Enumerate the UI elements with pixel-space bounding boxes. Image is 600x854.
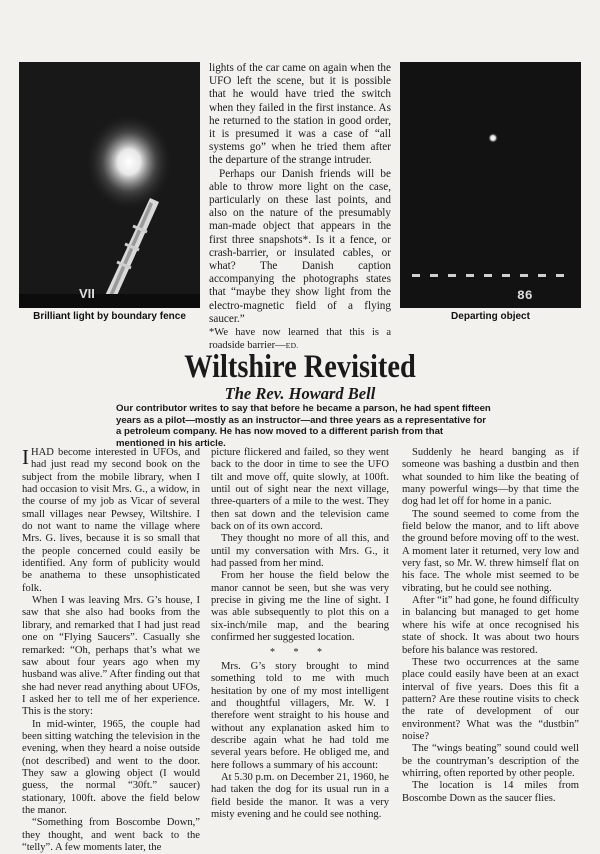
opening-text: HAD become interested in UFOs, and had just read my second book on the subject from the mobile library, when I had occasion to visit Mrs. G., a widow, in the course of my job as Vicar of several small villages near Pewsey, Wiltshire. I do not want to name the village where Mrs. G. lives, because it is so small that the people concerned could easily be identified. Any form of publicity would be anathema to these unsophisticated folk.: [22, 447, 200, 594]
column3-paragraph-2: The sound seemed to come from the field below the manor, and to lift above the ground before moving off to the west. A moment later it returned, very low and very fast, so Mr. W. threw himself flat on his face. The whole mist seemed to be vibrating, but he could see nothing.: [402, 508, 579, 594]
photo-caption-right: Departing object: [451, 311, 530, 322]
column2-paragraph-2: They thought no more of all this, and until my conversation with Mrs. G., it had passed from her mind.: [211, 533, 389, 570]
column3-paragraph-6: The location is 14 miles from Boscombe Down as the saucer flies.: [402, 780, 579, 804]
top-continuation-column: [209, 62, 391, 352]
column3-paragraph-3: After “it” had gone, he found difficulty in balancing but managed to get home where his wife at once recognised his state of shock. It was about two hours before his balance was restored.: [402, 595, 579, 656]
photo-caption-left: Brilliant light by boundary fence: [33, 311, 186, 322]
column3-paragraph-5: The “wings beating” sound could well be the countryman’s description of the whirring, often reported by other people.: [402, 743, 579, 779]
drop-cap: I: [22, 445, 29, 469]
top-paragraph-2: Perhaps our Danish friends will be able to throw more light on the case, particularly on these last points, and also on the nature of the presumably man-made object that appears in the first three snapshots*. Is it a fence, or crash-barrier, or insulated cables, or what? The Danish caption accompanying the photographs states that “maybe they show light from the electro-magnetic field of a flying saucer.”: [209, 167, 391, 325]
column2-paragraph-5: At 5.30 p.m. on December 21, 1960, he had taken the dog for its usual run in a field beside the manor. It was a very misty evening and he could see nothing.: [211, 771, 389, 820]
photo-marker-left: VII: [79, 286, 95, 301]
photo-boundary-fence: [19, 62, 200, 308]
photo-departing-object: [400, 62, 581, 308]
photo-departing-object-image: [400, 62, 581, 308]
column2-paragraph-1: picture flickered and failed, so they went back to the door in time to see the UFO tilt and move off, quite slowly, at 100ft. until out of sight near the next village, three-quarters of a mile to the west. They then sat down and the television came back on of its own accord.: [211, 447, 389, 533]
editor-mark: ED.: [285, 341, 299, 351]
section-break: * * *: [270, 646, 330, 658]
column1-paragraph-3: In mid-winter, 1965, the couple had been sitting watching the television in the evening, when they heard a noise outside (not described) and went to the door. They saw a glowing object (I would guess, the normal “30ft.” saucer) stationary, 100ft. above the field below the manor.: [22, 718, 200, 816]
column3-paragraph-1: Suddenly he heard banging as if someone was bashing a dustbin and then what sounded to him like the beating of many powerful wings—by that time the dog had let off for home in a panic.: [402, 447, 579, 508]
editor-note-text: *We have now learned that this is a roadside barrier—: [209, 327, 391, 352]
column1-paragraph-2: When I was leaving Mrs. G’s house, I saw that she also had books from the library, and remarked that I had just read one on “Flying Saucers”. Casually she remarked: “Oh, perhaps that’s what we saw about four years ago when my husband was alive.” After finding out that she had never read anything about UFOs, I asked her to tell me of her experience. This is the story:: [22, 595, 200, 718]
article-intro: Our contributor writes to say that before he became a parson, he had spent fifteen years as a pilot—mostly as an instructor—and three years as a representative for a petroleum company. He has now moved to a different parish from that mentioned in his article.: [116, 403, 491, 449]
column2-paragraph-3: From her house the field below the manor cannot be seen, but she was very precise in giving me the line of sight. I was able subsequently to plot this on a six-inch/mile map, and the bearing confirmed her suggested location.: [211, 570, 389, 644]
photo-marker-right: 86: [517, 288, 533, 303]
opening-paragraph: [22, 447, 200, 595]
article-byline: The Rev. Howard Bell: [224, 384, 376, 403]
column3-paragraph-4: These two occurrences at the same place could easily have been at an exact interval of five years. Does this fit a pattern? Are these routine visits to check the rate of development of our environment? What was the “dustbin” noise?: [402, 656, 579, 742]
photo-boundary-fence-image: [19, 62, 200, 308]
article-column-2: [211, 447, 389, 821]
article-column-1: [22, 447, 200, 854]
top-paragraph-1: lights of the car came on again when the UFO left the scene, but it is possible that he would have tried the switch when they failed in the first instance. As he returned to the station in good order, it is presumed it was a case of “all systems go” when he tried them after the departure of the strange intruder.: [209, 62, 391, 167]
column1-paragraph-4: “Something from Boscombe Down,” they thought, and went back to the “telly”. A few moments later, the: [22, 817, 200, 853]
article-title: Wiltshire Revisited: [184, 349, 416, 385]
column2-paragraph-4: Mrs. G’s story brought to mind something told to me with much hesitation by one of my most intelligent and thoughtful villagers, Mr. W. I therefore went straight to his house and without any explanation asked him to describe again what he had told me several years before. He obliged me, and here follows a summary of his account:: [211, 660, 389, 771]
article-column-3: [402, 447, 579, 805]
